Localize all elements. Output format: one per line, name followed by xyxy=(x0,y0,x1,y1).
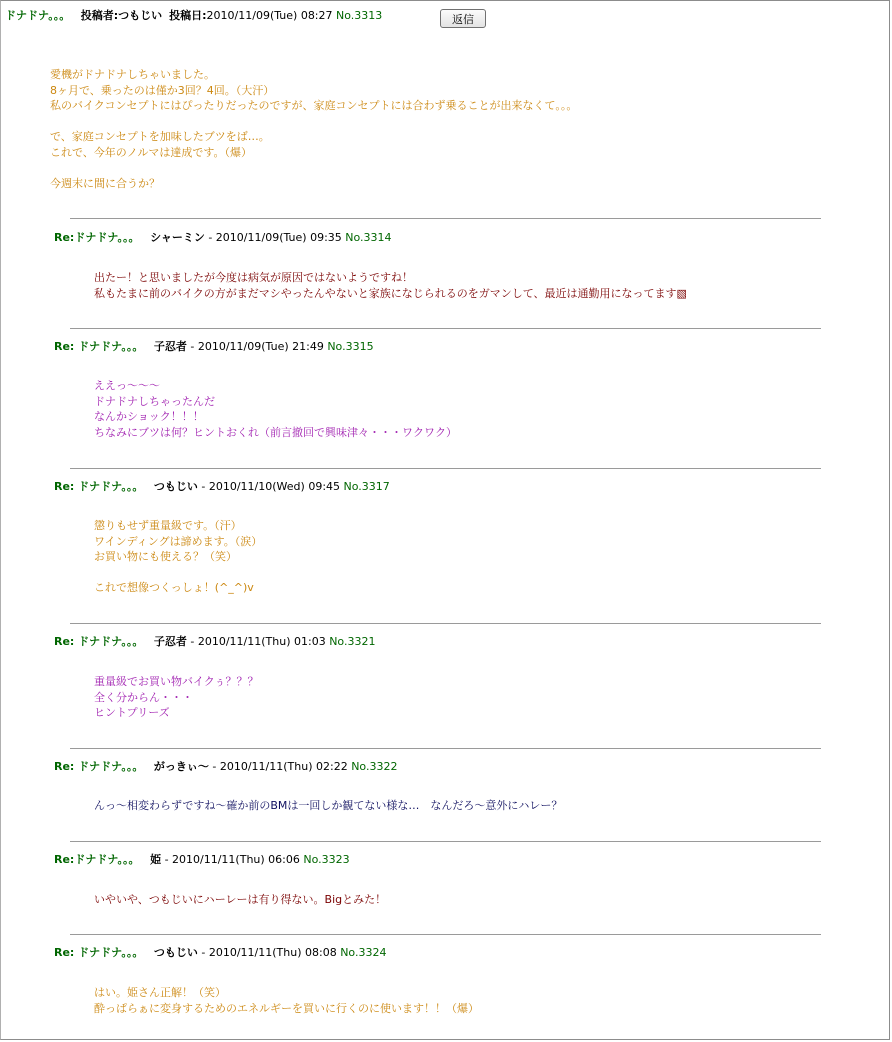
reply-header xyxy=(54,853,350,867)
post-line: 愛機がドナドナしちゃいました。 xyxy=(50,68,215,81)
reply-author: つもじい xyxy=(153,946,198,959)
reply-body xyxy=(94,270,687,301)
author-label: 投稿者: xyxy=(80,9,119,22)
reply-header xyxy=(54,635,375,649)
main-post-date: 2010/11/09(Tue) 08:27 xyxy=(206,9,333,22)
reply-line: ええっ～～～ xyxy=(94,379,160,392)
reply-number: No.3317 xyxy=(343,480,390,493)
reply-body xyxy=(94,892,386,908)
post-line: 私のバイクコンセプトにはぴったりだったのですが、家庭コンセプトには合わず乗ることが出来なくて。。。 xyxy=(50,99,578,113)
reply-date: - 2010/11/11(Thu) 01:03 xyxy=(190,635,326,648)
main-post-number: No.3313 xyxy=(336,9,383,22)
reply-date: - 2010/11/11(Thu) 06:06 xyxy=(164,853,300,866)
reply-divider xyxy=(70,623,821,624)
reply-button[interactable]: 返信 xyxy=(440,9,486,28)
reply-line xyxy=(94,565,262,581)
post-line xyxy=(50,114,577,130)
reply-author: 姫 xyxy=(150,853,162,866)
main-post-body xyxy=(50,67,577,192)
main-post-subject: ドナドナ。。。 xyxy=(5,9,71,22)
reply-divider xyxy=(70,934,821,935)
reply-line: 重量級でお買い物バイクぅ？？？ xyxy=(94,675,259,688)
reply-header xyxy=(54,231,392,245)
reply-subject: Re: ドナドナ。。。 xyxy=(54,946,144,959)
reply-date: - 2010/11/09(Tue) 09:35 xyxy=(208,231,342,244)
reply-line: ちなみにブツは何？ヒントおくれ（前言撤回で興味津々・・・ワクワク） xyxy=(94,425,457,439)
reply-divider xyxy=(70,468,821,469)
reply-header xyxy=(54,760,397,774)
main-post-header xyxy=(5,9,382,23)
reply-line: なんかショック！！！ xyxy=(94,410,204,424)
reply-body xyxy=(94,518,262,596)
reply-author: 子忍者 xyxy=(153,340,187,353)
reply-body xyxy=(94,378,457,440)
reply-subject: Re: ドナドナ。。。 xyxy=(54,760,144,773)
reply-divider xyxy=(70,328,821,329)
reply-line: 懲りもせず重量級です。（汗） xyxy=(94,519,242,532)
post-line: で、家庭コンセプトを加味したブツをば…。 xyxy=(50,130,270,144)
reply-author: がっきぃ～ xyxy=(153,760,209,773)
reply-line: ドナドナしちゃったんだ xyxy=(94,394,215,408)
reply-number: No.3321 xyxy=(329,635,376,648)
reply-line: これで想像つくっしょ！(^_^)v xyxy=(94,581,254,595)
reply-author: シャーミン xyxy=(150,231,205,244)
reply-line: いやいや、つもじいにハーレーは有り得ない。Bigとみた！ xyxy=(94,893,387,906)
reply-date: - 2010/11/11(Thu) 02:22 xyxy=(212,760,348,773)
post-line: 8ヶ月で、乗ったのは僅か3回？4回。（大汗） xyxy=(50,83,275,97)
reply-divider xyxy=(70,748,821,749)
reply-line: 私もたまに前のバイクの方がまだマシやったんやないと家族になじられるのをガマンして、最近は通勤用になってます▧ xyxy=(94,286,687,300)
reply-subject: Re: ドナドナ。。。 xyxy=(54,480,144,493)
main-post-author: つもじい xyxy=(118,9,163,22)
reply-divider xyxy=(70,218,821,219)
reply-author: 子忍者 xyxy=(153,635,187,648)
reply-line: 出たー！と思いましたが今度は病気が原因ではないようですね！ xyxy=(94,271,413,284)
reply-header xyxy=(54,946,386,960)
reply-number: No.3324 xyxy=(340,946,387,959)
reply-line: んっ～相変わらずですね～確か前のBMは一回しか観てない様な… なんだろ～意外にハレー？ xyxy=(94,799,563,812)
reply-number: No.3315 xyxy=(327,340,374,353)
reply-author: つもじい xyxy=(153,480,198,493)
reply-subject: Re:ドナドナ。。。 xyxy=(54,231,140,244)
post-line xyxy=(50,161,577,177)
reply-line: 全く分からん・・・ xyxy=(94,690,193,704)
reply-body xyxy=(94,985,479,1016)
post-line: 今週末に間に合うか？ xyxy=(50,177,160,191)
reply-date: - 2010/11/10(Wed) 09:45 xyxy=(201,480,341,493)
reply-date: - 2010/11/09(Tue) 21:49 xyxy=(190,340,324,353)
date-label: 投稿日: xyxy=(169,9,207,22)
reply-number: No.3322 xyxy=(351,760,398,773)
reply-body xyxy=(94,674,259,721)
reply-date: - 2010/11/11(Thu) 08:08 xyxy=(201,946,337,959)
reply-line: ワインディングは諦めます。（涙） xyxy=(94,534,263,548)
reply-subject: Re:ドナドナ。。。 xyxy=(54,853,140,866)
reply-number: No.3314 xyxy=(345,231,392,244)
reply-line: 酔っぱらぁに変身するためのエネルギーを買いに行くのに使います！！（爆） xyxy=(94,1001,479,1015)
reply-divider xyxy=(70,841,821,842)
reply-body xyxy=(94,798,562,814)
reply-subject: Re: ドナドナ。。。 xyxy=(54,340,144,353)
reply-number: No.3323 xyxy=(303,853,350,866)
reply-subject: Re: ドナドナ。。。 xyxy=(54,635,144,648)
reply-header xyxy=(54,340,374,354)
post-line: これで、今年のノルマは達成です。（爆） xyxy=(50,145,252,159)
reply-line: ヒントプリーズ xyxy=(94,706,170,720)
reply-line: お買い物にも使える？（笑） xyxy=(94,550,237,564)
reply-header xyxy=(54,480,390,494)
reply-line: はい。姫さん正解！（笑） xyxy=(94,986,226,999)
